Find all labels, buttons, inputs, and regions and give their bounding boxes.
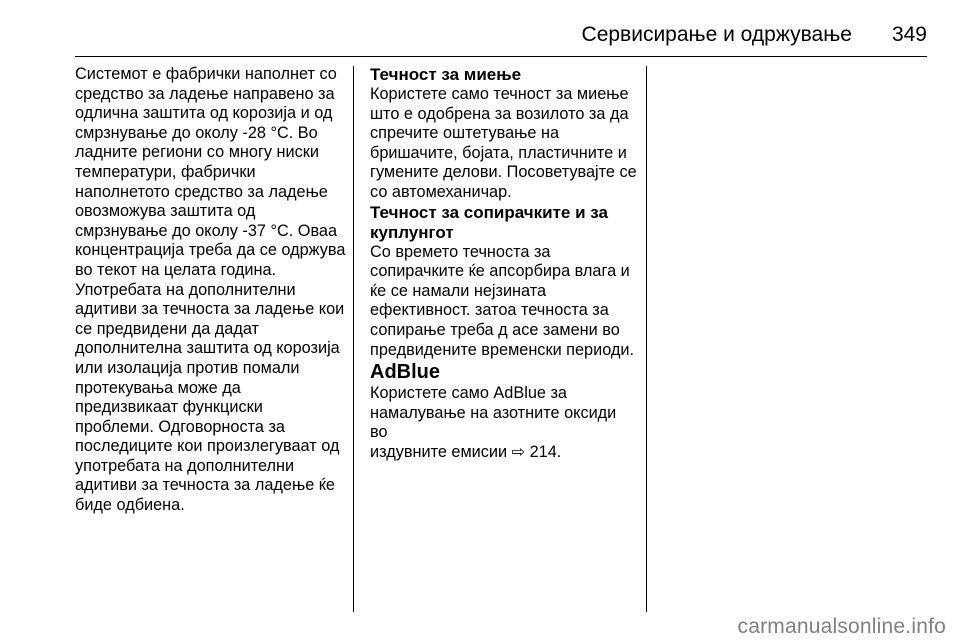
washer-fluid-heading: Течност за миење bbox=[370, 65, 522, 84]
watermark: carmanualsonline.info bbox=[737, 615, 946, 638]
text-line: предвидените временски периоди. bbox=[370, 340, 635, 359]
text-line: со автомеханичар. bbox=[370, 182, 512, 201]
coolant-paragraph bbox=[75, 65, 347, 516]
text-line: издувните емисии bbox=[370, 442, 508, 461]
arrow-icon[interactable]: ⇨ bbox=[511, 443, 526, 461]
text-line: биде одбиена. bbox=[75, 496, 185, 515]
text-line: се предвидени да дадат bbox=[75, 319, 259, 338]
text-line: ефективност. затоа течноста за bbox=[370, 301, 609, 320]
adblue-heading: AdBlue bbox=[370, 361, 440, 384]
text-line: средство за ладење направено за bbox=[75, 84, 335, 103]
middle-column bbox=[370, 65, 638, 463]
heading-line: куплунгот bbox=[370, 222, 454, 242]
text-line: смрзнување до околу -37 °C. Оваа bbox=[75, 221, 338, 240]
text-line: спречите оштетување на bbox=[370, 124, 560, 143]
text-line: предизвикаат функциски bbox=[75, 398, 263, 417]
text-line: употребата на дополнителни bbox=[75, 456, 295, 475]
text-line: адитиви за течноста за ладење кои bbox=[75, 300, 345, 319]
washer-fluid-paragraph bbox=[370, 85, 638, 203]
brake-fluid-heading bbox=[370, 203, 638, 243]
brake-fluid-paragraph bbox=[370, 243, 638, 361]
text-line: или изолација против помали bbox=[75, 358, 300, 377]
text-line: ќе се намали нејзината bbox=[370, 281, 547, 300]
text-line: овозможува заштита од bbox=[75, 202, 256, 221]
text-line: намалување на азотните оксиди во bbox=[370, 403, 617, 442]
text-line: Употребата на дополнителни bbox=[75, 280, 296, 299]
text-line: протекувања може да bbox=[75, 378, 241, 397]
text-line: гумените делови. Посоветувајте се bbox=[370, 163, 637, 182]
text-line: концентрација треба да се одржува bbox=[75, 241, 346, 260]
adblue-paragraph bbox=[370, 384, 638, 462]
text-line: адитиви за течноста за ладење ќе bbox=[75, 476, 335, 495]
heading-line: Течност за сопирачките и за bbox=[370, 202, 608, 222]
text-line: Користете само течност за миење bbox=[370, 85, 629, 103]
text-line: што е одобрена за возилото за да bbox=[370, 104, 629, 123]
text-line: сопирачките ќе апсорбира влага и bbox=[370, 262, 630, 281]
page-reference[interactable]: 214. bbox=[529, 442, 562, 461]
text-line: наполнетото средство за ладење bbox=[75, 182, 328, 201]
column-divider-right bbox=[646, 66, 647, 612]
text-line: Со времето течноста за bbox=[370, 242, 551, 261]
page-title: Сервисирање и одржување bbox=[581, 23, 852, 46]
page-number: 349 bbox=[891, 23, 927, 46]
text-line: во текот на целата година. bbox=[75, 260, 277, 279]
text-line: Системот е фабрички наполнет со bbox=[75, 65, 337, 83]
page-header bbox=[75, 22, 927, 48]
text-line: смрзнување до околу -28 °C. Во bbox=[75, 123, 318, 142]
text-line: сопирање треба д асе замени во bbox=[370, 320, 620, 339]
text-line: бришачите, бојата, пластичните и bbox=[370, 143, 627, 162]
text-line: последиците кои произлегуваат од bbox=[75, 437, 340, 456]
text-line: Користете само AdBlue за bbox=[370, 384, 567, 403]
text-line: ладните региони со многу ниски bbox=[75, 143, 319, 162]
column-divider-left bbox=[353, 66, 354, 612]
left-column bbox=[75, 65, 347, 516]
text-line: дополнителна заштита од корозија bbox=[75, 339, 340, 358]
header-rule bbox=[75, 56, 927, 57]
text-line: одлична заштита од корозија и од bbox=[75, 104, 333, 123]
text-line: температури, фабрички bbox=[75, 162, 256, 181]
text-line: проблеми. Одговорноста за bbox=[75, 417, 285, 436]
